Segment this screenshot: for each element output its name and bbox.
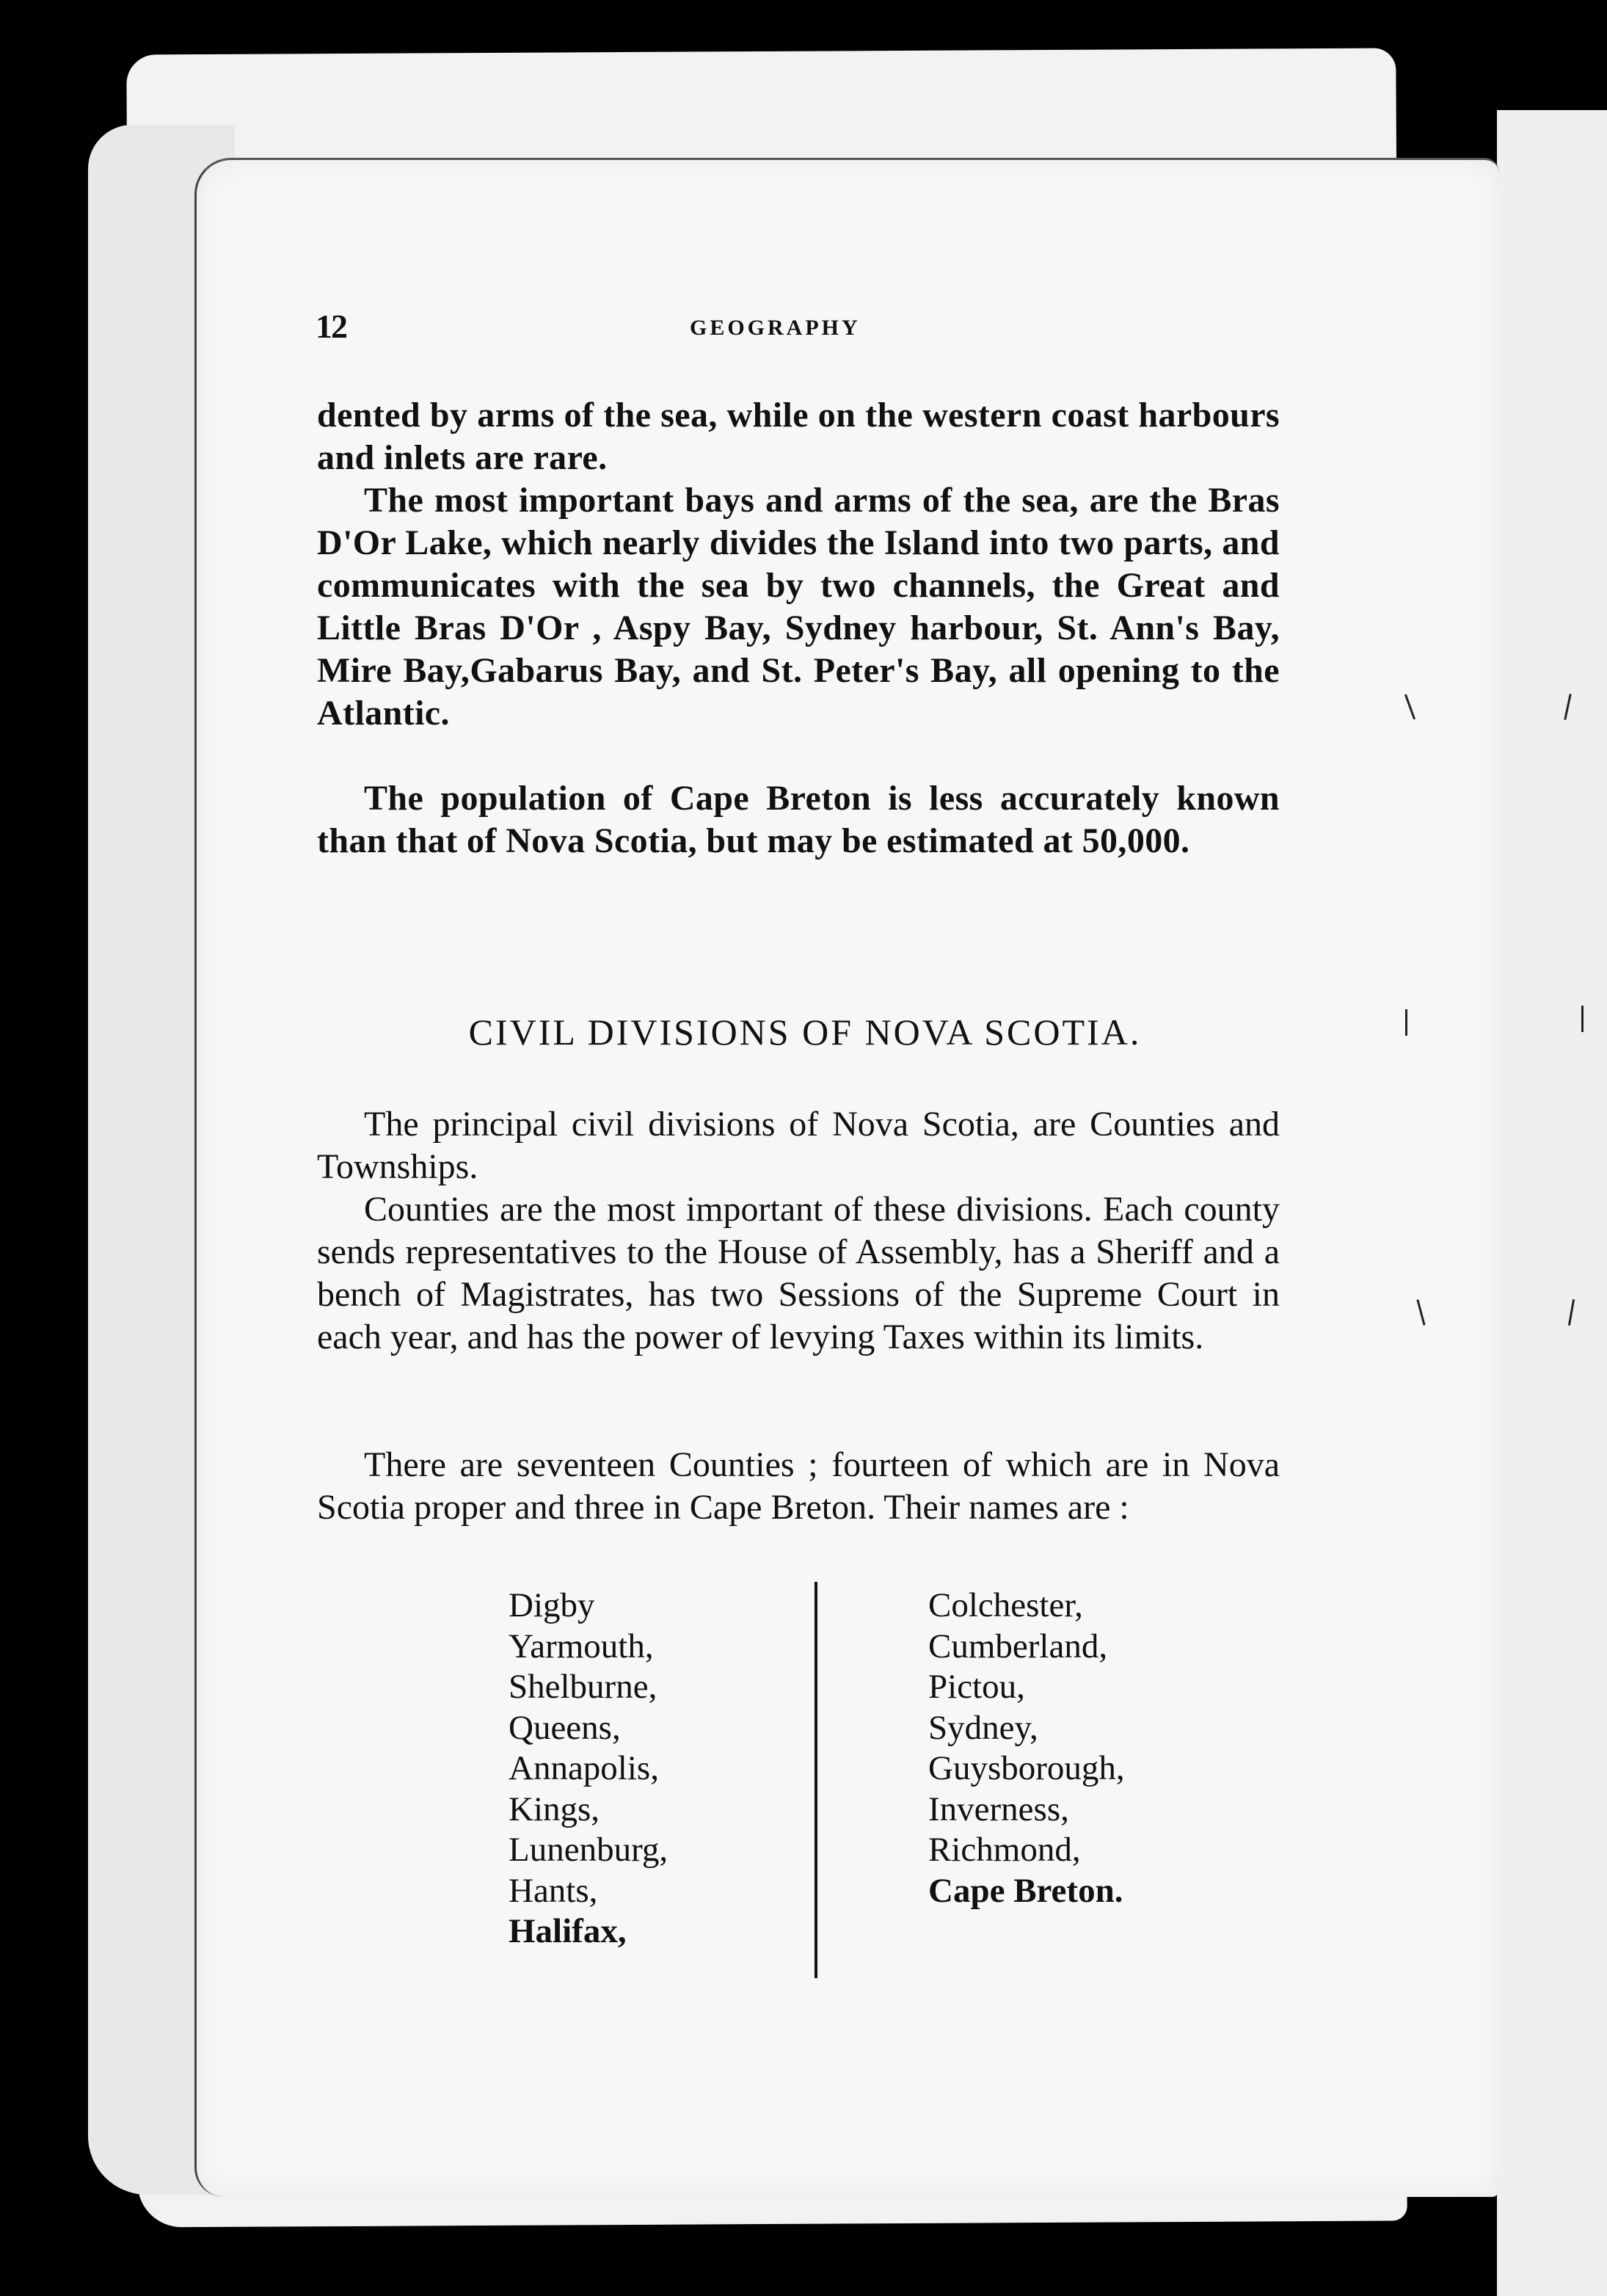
- paragraph-counties: Counties are the most important of these divisions. Each county sends representatives to the House of Assembly, has a Sheriff and a bench of Magistrates, has two Sessions of the Supreme Court in each year, and has the power of levying Taxes within its limits.: [317, 1190, 1280, 1356]
- county-name: Cumberland,: [928, 1627, 1108, 1665]
- county-name: Digby: [509, 1586, 595, 1624]
- page-number: 12: [316, 308, 346, 345]
- county-name: Hants,: [509, 1871, 598, 1910]
- running-title: GEOGRAPHY: [690, 316, 861, 340]
- paragraph-civil-divisions: The principal civil divisions of Nova Scotia, are Counties and Townships.: [317, 1105, 1280, 1186]
- facing-page-mark: [1405, 1009, 1407, 1036]
- county-name: Pictou,: [928, 1668, 1025, 1706]
- county-name: Yarmouth,: [509, 1627, 654, 1665]
- facing-page-edge: [1497, 110, 1607, 2296]
- column-divider: [815, 1582, 817, 1978]
- county-name: Inverness,: [928, 1790, 1069, 1828]
- paragraph-continuation: dented by arms of the sea, while on the western coast harbours and inlets are rare.: [317, 396, 1280, 477]
- county-name: Queens,: [509, 1708, 621, 1747]
- county-name: Kings,: [509, 1790, 600, 1828]
- county-name: Lunenburg,: [509, 1831, 668, 1869]
- county-name: Guysborough,: [928, 1749, 1125, 1787]
- county-name: Colchester,: [928, 1586, 1083, 1624]
- section-heading: CIVIL DIVISIONS OF NOVA SCOTIA.: [468, 1011, 1142, 1053]
- county-name: Sydney,: [928, 1708, 1038, 1747]
- county-name: Richmond,: [928, 1831, 1081, 1869]
- running-head: [316, 307, 1291, 351]
- county-name: Halifax,: [509, 1912, 627, 1950]
- paragraph-county-count: There are seventeen Counties ; fourteen of which are in Nova Scotia proper and three in Cape Breton. Their names are :: [317, 1445, 1280, 1527]
- county-name: Shelburne,: [509, 1668, 657, 1706]
- facing-page-mark: [1581, 1006, 1584, 1032]
- paragraph-population: The population of Cape Breton is less accurately known than that of Nova Scotia, but may be estimated at 50,000.: [317, 779, 1280, 860]
- paragraph-bays: The most important bays and arms of the sea, are the Bras D'Or Lake, which nearly divides the Island into two parts, and communicates with the sea by two channels, the Great and Little Bras D'Or , Aspy Bay, Sydney harbour, St. Ann's Bay, Mire Bay,Gabarus Bay, and St. Peter's Bay, all opening to the Atlantic.: [317, 481, 1280, 733]
- county-list-left: [509, 1585, 668, 1952]
- county-list-right: [928, 1585, 1125, 1911]
- county-name: Cape Breton.: [928, 1871, 1123, 1910]
- county-name: Annapolis,: [509, 1749, 659, 1787]
